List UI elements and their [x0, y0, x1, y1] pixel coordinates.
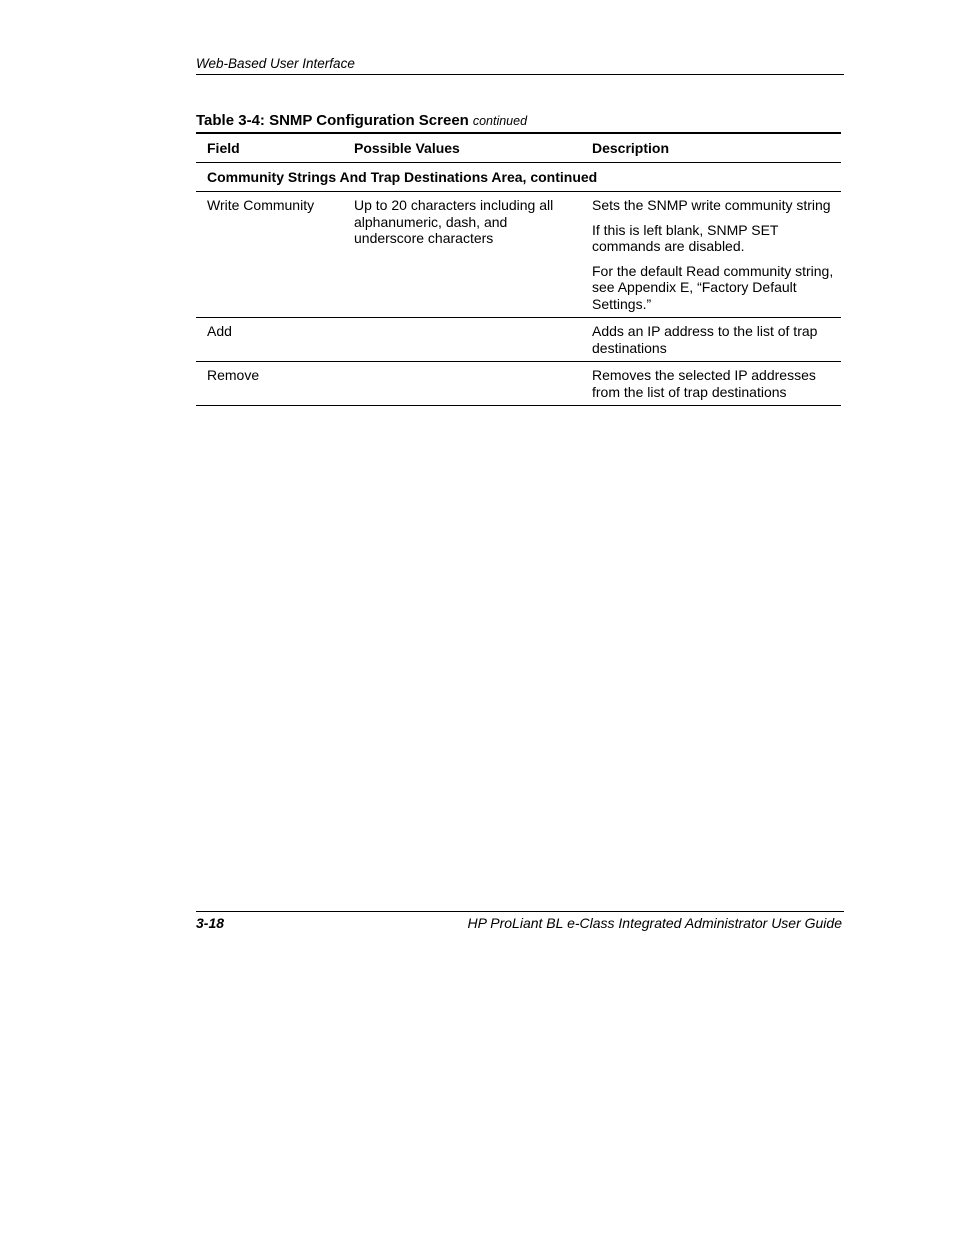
- values-cell: [343, 362, 581, 406]
- section-heading-row: [196, 162, 841, 192]
- values-cell: Up to 20 characters including all alphanumeric, dash, and underscore characters: [343, 192, 581, 318]
- page-number: 3-18: [196, 915, 225, 931]
- description-cell: [581, 362, 841, 406]
- header-rule: [196, 74, 844, 75]
- description-paragraph: Removes the selected IP addresses from the list of trap destinations: [592, 367, 816, 400]
- table-row: [196, 362, 841, 406]
- column-header-possible-values: Possible Values: [343, 133, 581, 162]
- values-cell: [343, 318, 581, 362]
- section-heading: Community Strings And Trap Destinations Area, continued: [196, 162, 841, 192]
- running-header: Web-Based User Interface: [196, 56, 355, 71]
- column-header-description: Description: [581, 133, 841, 162]
- field-cell: Remove: [196, 362, 343, 406]
- table-caption-title: Table 3-4: SNMP Configuration Screen: [196, 112, 469, 129]
- description-paragraph: Sets the SNMP write community string: [592, 197, 831, 213]
- description-paragraph: If this is left blank, SNMP SET commands are disabled.: [592, 221, 779, 254]
- description-paragraph: For the default Read community string, see Appendix E, “Factory Default Settings.”: [592, 262, 834, 312]
- description-paragraph: Adds an IP address to the list of trap destinations: [592, 323, 818, 356]
- snmp-configuration-table: [196, 132, 841, 406]
- description-cell: [581, 192, 841, 318]
- document-title: HP ProLiant BL e-Class Integrated Administrator User Guide: [467, 915, 842, 931]
- table-row: [196, 192, 841, 318]
- table-caption-continued: continued: [472, 114, 528, 128]
- field-cell: Add: [196, 318, 343, 362]
- field-cell: Write Community: [196, 192, 343, 318]
- description-cell: [581, 318, 841, 362]
- table-caption: [196, 112, 527, 129]
- column-header-field: Field: [196, 133, 343, 162]
- table-row: [196, 318, 841, 362]
- table-header-row: [196, 133, 841, 162]
- footer-rule: [196, 911, 844, 912]
